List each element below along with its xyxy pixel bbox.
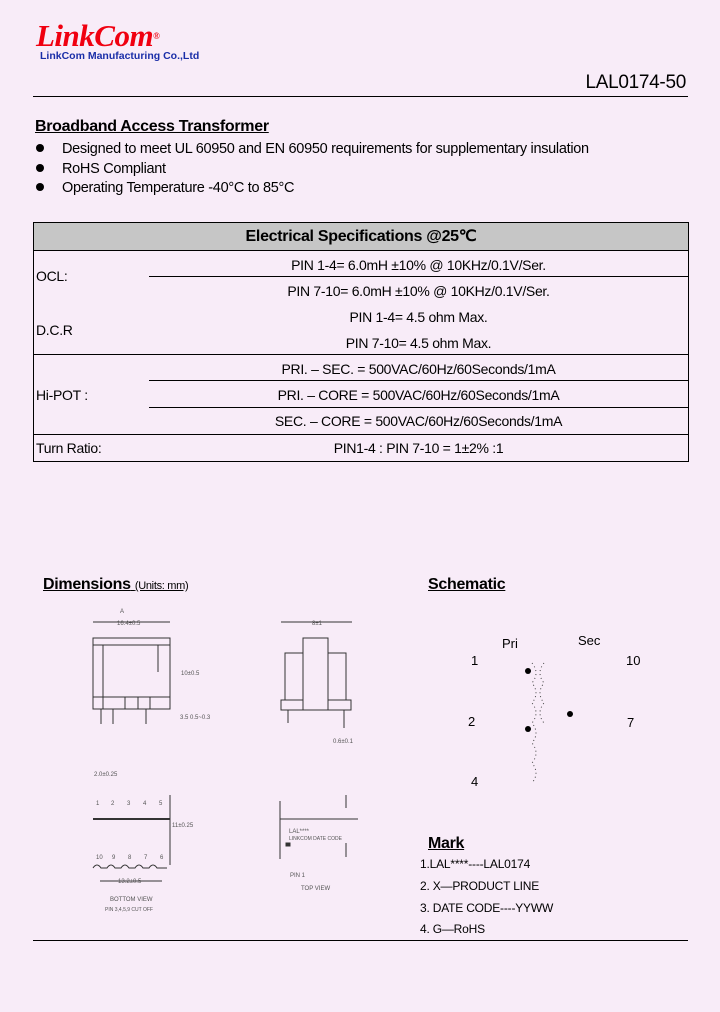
dimension-label: 16.4±0.5 [117, 621, 141, 627]
row-divider [149, 276, 688, 277]
mark-line: 4. G—RoHS [420, 922, 485, 936]
dimensions-title: Dimensions (Units: mm) [43, 576, 189, 593]
row-label-turn-ratio: Turn Ratio: [36, 440, 102, 456]
secondary-label: Sec [578, 633, 601, 648]
primary-winding [532, 663, 536, 783]
dimension-label: LAL**** [289, 829, 310, 835]
ocl-value: PIN 7-10= 6.0mH ±10% @ 10KHz/0.1V/Ser. [287, 283, 550, 299]
mark-line: 1.LAL****----LAL0174 [420, 857, 531, 871]
dimension-label: 2 [111, 801, 115, 807]
dimension-label: 3 [127, 801, 131, 807]
dimension-label: PIN 1 [290, 873, 306, 879]
polarity-dot [567, 711, 573, 717]
bullet-icon [36, 183, 44, 191]
electrical-spec-table [33, 222, 689, 462]
primary-label: Pri [502, 636, 518, 651]
dimension-label: TOP VIEW [301, 886, 331, 892]
dimension-label: 5 [159, 801, 163, 807]
linkcom-logo: LinkCom® [36, 18, 160, 53]
row-divider [34, 434, 688, 435]
pin-4-label: 4 [471, 774, 479, 789]
pin-1-label: 1 [471, 653, 479, 668]
dimension-label: A [120, 609, 125, 615]
dimension-label: 7 [144, 855, 148, 861]
mark-line: 2. X—PRODUCT LINE [420, 879, 540, 893]
dcr-value: PIN 1-4= 4.5 ohm Max. [349, 309, 488, 325]
dimension-label: 0.6±0.1 [333, 739, 353, 745]
row-label-hipot: Hi-POT : [36, 387, 88, 403]
product-title: Broadband Access Transformer [35, 118, 269, 135]
dimension-label: 13.2±0.5 [118, 879, 142, 885]
row-label-dcr: D.C.R [36, 322, 73, 338]
polarity-dot [525, 726, 531, 732]
dimension-label: 2.0±0.25 [94, 772, 118, 778]
side-view-drawing [281, 621, 354, 745]
hipot-value: PRI. – CORE = 500VAC/60Hz/60Seconds/1mA [277, 387, 560, 403]
bullet-icon [36, 164, 44, 172]
pin-10-label: 10 [626, 653, 641, 668]
dimension-label: PIN 3,4,5,9 CUT OFF [105, 907, 153, 913]
row-divider [149, 407, 688, 408]
dimension-drawings [0, 600, 420, 930]
polarity-dot [525, 668, 531, 674]
row-label-ocl: OCL: [36, 268, 68, 284]
part-number: LAL0174-50 [585, 72, 686, 93]
dimension-label: 6 [160, 855, 164, 861]
footer-divider [33, 940, 688, 941]
company-name: LinkCom Manufacturing Co.,Ltd [40, 50, 200, 62]
dimension-label: 3.5 0.5~0.3 [180, 715, 211, 721]
pin-7-label: 7 [627, 715, 635, 730]
dimension-label: LINKCOM DATE CODE [289, 836, 342, 842]
header-divider [33, 96, 688, 97]
bottom-view-drawing [93, 772, 194, 913]
table-title: Electrical Specifications @25℃ [34, 223, 688, 251]
mark-line: 3. DATE CODE----YYWW [420, 901, 554, 915]
front-view-drawing [93, 609, 211, 724]
hipot-value: SEC. – CORE = 500VAC/60Hz/60Seconds/1mA [274, 413, 563, 429]
turn-ratio-value: PIN1-4 : PIN 7-10 = 1±2% :1 [333, 440, 504, 456]
row-divider [34, 354, 688, 355]
dimension-label: 10±0.5 [181, 671, 200, 677]
mark-title: Mark [428, 835, 465, 852]
dimension-label: 4 [143, 801, 147, 807]
feature-bullet: Designed to meet UL 60950 and EN 60950 requirements for supplementary insulation [36, 141, 589, 157]
dimension-label: 8 [128, 855, 132, 861]
dimension-label: 10 [96, 855, 103, 861]
schematic-title: Schematic [428, 576, 506, 593]
feature-bullet: RoHS Compliant [36, 161, 166, 177]
transformer-schematic [500, 655, 580, 785]
ocl-value: PIN 1-4= 6.0mH ±10% @ 10KHz/0.1V/Ser. [291, 257, 546, 273]
feature-bullet: Operating Temperature -40°C to 85°C [36, 180, 294, 196]
secondary-winding [540, 663, 544, 723]
pin-2-label: 2 [468, 714, 476, 729]
top-view-drawing [280, 795, 358, 892]
bullet-icon [36, 144, 44, 152]
row-divider [149, 380, 688, 381]
dimension-label: 11±0.25 [172, 823, 194, 829]
dcr-value: PIN 7-10= 4.5 ohm Max. [345, 335, 492, 351]
dimension-label: BOTTOM VIEW [110, 897, 153, 903]
dimension-label: 8±1 [312, 621, 322, 627]
hipot-value: PRI. – SEC. = 500VAC/60Hz/60Seconds/1mA [281, 361, 556, 377]
dimension-label: 9 [112, 855, 116, 861]
dimension-label: 1 [96, 801, 100, 807]
